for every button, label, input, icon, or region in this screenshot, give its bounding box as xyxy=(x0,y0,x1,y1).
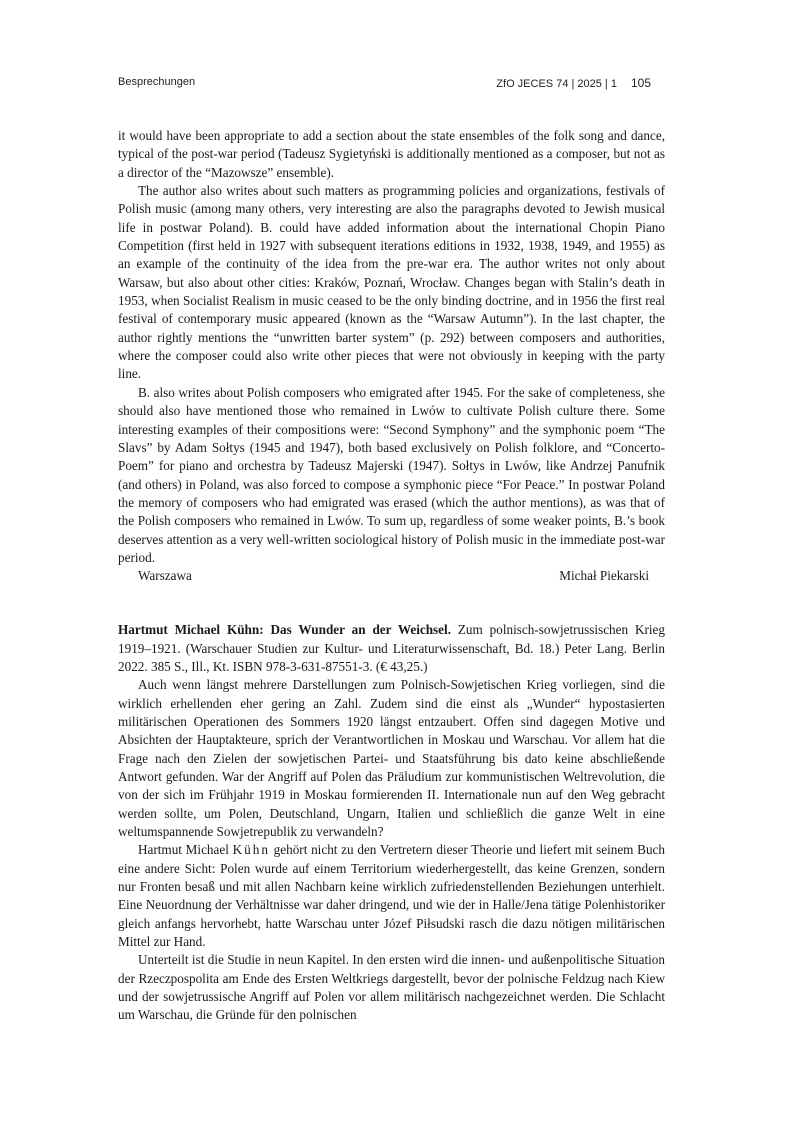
review-place: Warszawa xyxy=(138,568,192,584)
author-first-names: Hartmut Michael xyxy=(138,842,233,858)
review2-paragraph-2-text: gehört nicht zu den Vertretern dieser Theorie und liefert mit seinem Buch eine andere Sicht: Polen wurde auf einem Territorium wiederhergestellt, das keine Grenzen, sondern nur Fronten besaß und mit allen Nachbarn keine wirklich zufriedenstellenden Beziehungen unterhielt. Eine Neuordnung der Verhältnisse war daher dringend, und wie der in Halle/Jena tätige Polenhistoriker gleich anfangs hervorhebt, hatte Warschau unter Józef Piłsudski rasch die dazu nötigen militärischen Mittel zur Hand. xyxy=(118,842,665,950)
review1-paragraph-2: The author also writes about such matters as programming policies and organizations, festivals of Polish music (among many others, very interesting are also the paragraphs devoted to Jewish musical life in postwar Poland). B. could have added information about the international Chopin Piano Competition (first held in 1927 with subsequent iterations editions in 1932, 1938, 1949, and 1955) as an example of the continuity of the idea from the pre-war era. The author writes not only about Warsaw, but also about other cities: Kraków, Poznań, Wrocław. Changes began with Stalin’s death in 1953, when Socialist Realism in music ceased to be the only binding doctrine, and in 1956 the first real festival of contemporary music appeared (known as the “Warsaw Autumn”). In the last chapter, the author rightly mentions the “unwritten barter system” (p. 292) between composers and authorities, where the composer could also write other pieces that were not obviously in keeping with the party line. xyxy=(118,183,665,382)
author-surname: Kühn xyxy=(232,842,270,858)
review1-paragraph-1: it would have been appropriate to add a section about the state ensembles of the folk song and dance, typical of the post-war period (Tadeusz Sygietyński is additionally mentioned as a composer, but not as a director of the “Mazowsze” ensemble). xyxy=(118,128,665,180)
review2-paragraph-3: Unterteilt ist die Studie in neun Kapitel. In den ersten wird die innen- und außenpolitische Situation der Rzeczpospolita am Ende des Ersten Weltkriegs dargestellt, bevor der polnische Feldzug nach Kiew und der sowjetrussische Angriff auf Polen vor allem militärisch nachgezeichnet werden. Die Schlacht um Warschau, die Gründe für den polnischen xyxy=(118,952,665,1023)
review2-book-title: Hartmut Michael Kühn: Das Wunder an der Weichsel. xyxy=(118,622,451,638)
review2-bibliography: Zum polnisch-sowjetrussischen Krieg 1919–1921. (Warschauer Studien zur Kultur- und Literaturwissenschaft, Bd. 18.) Peter Lang. Berlin 2022. 385 S., Ill., Kt. ISBN 978-3-631-87551-3. (€ 43,25.) xyxy=(118,622,665,674)
review1-signoff xyxy=(118,567,665,587)
reviewer-name: Michał Piekarski xyxy=(559,568,649,584)
review2-paragraph-2 xyxy=(118,841,665,951)
page-body xyxy=(118,127,665,1025)
review2-heading xyxy=(118,621,665,676)
journal-info xyxy=(496,76,651,90)
page-number: 105 xyxy=(630,76,651,90)
section-title: Besprechungen xyxy=(118,76,196,88)
review2-paragraph-1: Auch wenn längst mehrere Darstellungen zum Polnisch-Sowjetischen Krieg vorliegen, sind die wirklich erhellenden eher gering an Zahl. Zudem sind die einst als „Wunder“ hypostasierten militärischen Operationen des Sommers 1920 längst entzaubert. Offen sind dagegen Motive und Absichten der Hauptakteure, sprich der Verantwortlichen in Moskau und Warschau. Vor allem hat die Frage nach den Zielen der sowjetischen Partei- und Staatsführung bis dato keine abschließende Antwort gefunden. War der Angriff auf Polen das Präludium zur kommunistischen Weltrevolution, die von der sich im Frühjahr 1919 in Moskau formierenden II. Internationale nun auf den Weg gebracht werden sollte, um Polen, Deutschland, Ungarn, Italien und schließlich die ganze Welt in eine weltumspannende Sowjetrepublik zu verwandeln? xyxy=(118,677,665,840)
review1-paragraph-3: B. also writes about Polish composers who emigrated after 1945. For the sake of completeness, she should also have mentioned those who remained in Lwów to cultivate Polish culture there. Some interesting examples of their compositions were: “Second Symphony” and the symphonic poem “The Slavs” by Adam Sołtys (1945 and 1947), both based exclusively on Polish folklore, and “Concerto-Poem” for piano and orchestra by Tadeusz Majerski (1947). Sołtys in Lwów, like Andrzej Panufnik (and others) in Poland, was also forced to compose a symphonic piece “For Peace.” In postwar Poland the memory of composers who had emigrated was erased (which the author mentions), as was that of the Polish composers who remained in Lwów. To sum up, regardless of some weaker points, B.’s book deserves attention as a very well-written sociological history of Polish music in the immediate post-war period. xyxy=(118,384,665,565)
journal-name: ZfO JECES 74 | 2025 | 1 xyxy=(496,78,617,90)
